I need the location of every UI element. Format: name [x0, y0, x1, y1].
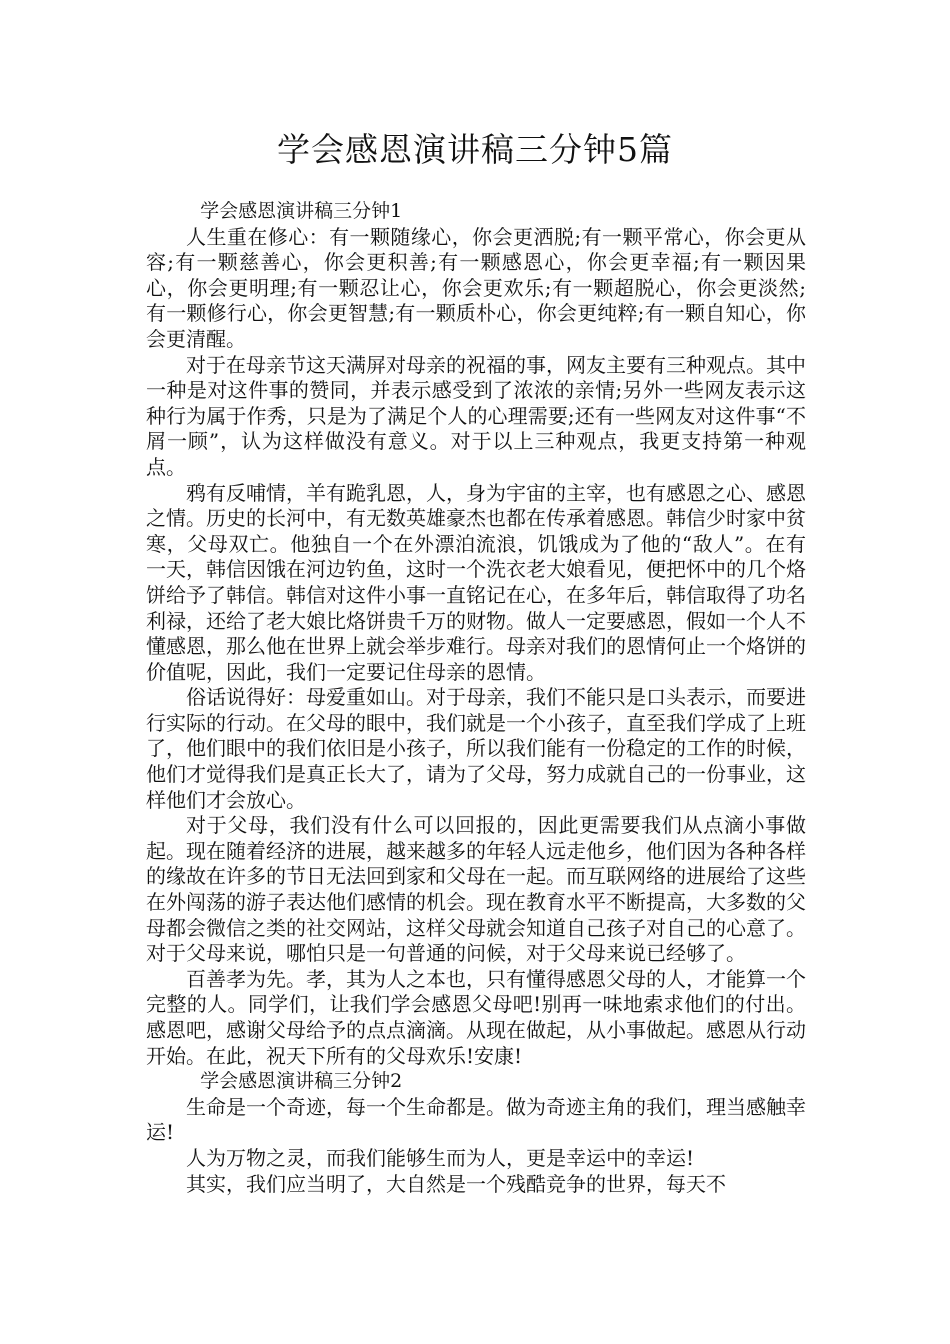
paragraph: 对于父母，我们没有什么可以回报的，因此更需要我们从点滴小事做起。现在随着经济的进展，越来越多的年轻人远走他乡，他们因为各种各样的缘故在许多的节日无法回到家和父母在一起。而互联网络的进展给了这些在外闯荡的游子表达他们感情的机会。现在教育水平不断提高，大多数的父母都会微信之类的社交网站，这样父母就会知道自己孩子对自己的心意了。对于父母来说，哪怕只是一句普通的问候，对于父母来说已经够了。: [146, 813, 806, 966]
paragraph: 其实，我们应当明了，大自然是一个残酷竞争的世界，每天不: [186, 1171, 726, 1196]
paragraph: 鸦有反哺情，羊有跪乳恩，人，身为宇宙的主宰，也有感恩之心、感恩之情。历史的长河中，有无数英雄豪杰也都在传承着感恩。韩信少时家中贫寒，父母双亡。他独自一个在外漂泊流浪，饥饿成为了他的“敌人”。在有一天，韩信因饿在河边钓鱼，这时一个洗衣老大娘看见，便把怀中的几个烙饼给予了韩信。韩信对这件小事一直铭记在心，在多年后，韩信取得了功名利禄，还给了老大娘比烙饼贵千万的财物。做人一定要感恩，假如一个人不懂感恩，那么他在世界上就会举步难行。母亲对我们的恩情何止一个烙饼的价值呢，因此，我们一定要记住母亲的恩情。: [146, 480, 806, 684]
document-title: 学会感恩演讲稿三分钟5篇: [277, 130, 673, 169]
section-heading-2: 学会感恩演讲稿三分钟2: [200, 1070, 403, 1093]
paragraph: 百善孝为先。孝，其为人之本也，只有懂得感恩父母的人，才能算一个完整的人。同学们，让我们学会感恩父母吧!别再一味地索求他们的付出。感恩吧，感谢父母给予的点点滴滴。从现在做起，从小事做起。感恩从行动开始。在此，祝天下所有的父母欢乐!安康!: [146, 966, 806, 1068]
paragraph: 人为万物之灵，而我们能够生而为人，更是幸运中的幸运!: [186, 1145, 695, 1170]
paragraph: 俗话说得好：母爱重如山。对于母亲，我们不能只是口头表示，而要进行实际的行动。在父母的眼中，我们就是一个小孩子，直至我们学成了上班了，他们眼中的我们依旧是小孩子，所以我们能有一份稳定的工作的时候，他们才觉得我们是真正长大了，请为了父母，努力成就自己的一份事业，这样他们才会放心。: [146, 685, 806, 812]
section-heading-1: 学会感恩演讲稿三分钟1: [200, 200, 403, 222]
document-body: [146, 199, 806, 1197]
paragraph: 生命是一个奇迹，每一个生命都是。做为奇迹主角的我们，理当感触幸运!: [146, 1094, 806, 1145]
paragraph: 人生重在修心：有一颗随缘心，你会更洒脱;有一颗平常心，你会更从容;有一颗慈善心，你会更积善;有一颗感恩心，你会更幸福;有一颗因果心，你会更明理;有一颗忍让心，你会更欢乐;有一颗超脱心，你会更淡然;有一颗修行心，你会更智慧;有一颗质朴心，你会更纯粹;有一颗自知心，你会更清醒。: [146, 224, 806, 351]
paragraph: 对于在母亲节这天满屏对母亲的祝福的事，网友主要有三种观点。其中一种是对这件事的赞同，并表示感受到了浓浓的亲情;另外一些网友表示这种行为属于作秀，只是为了满足个人的心理需要;还有一些网友对这件事“不屑一顾”，认为这样做没有意义。对于以上三种观点，我更支持第一种观点。: [146, 352, 806, 479]
